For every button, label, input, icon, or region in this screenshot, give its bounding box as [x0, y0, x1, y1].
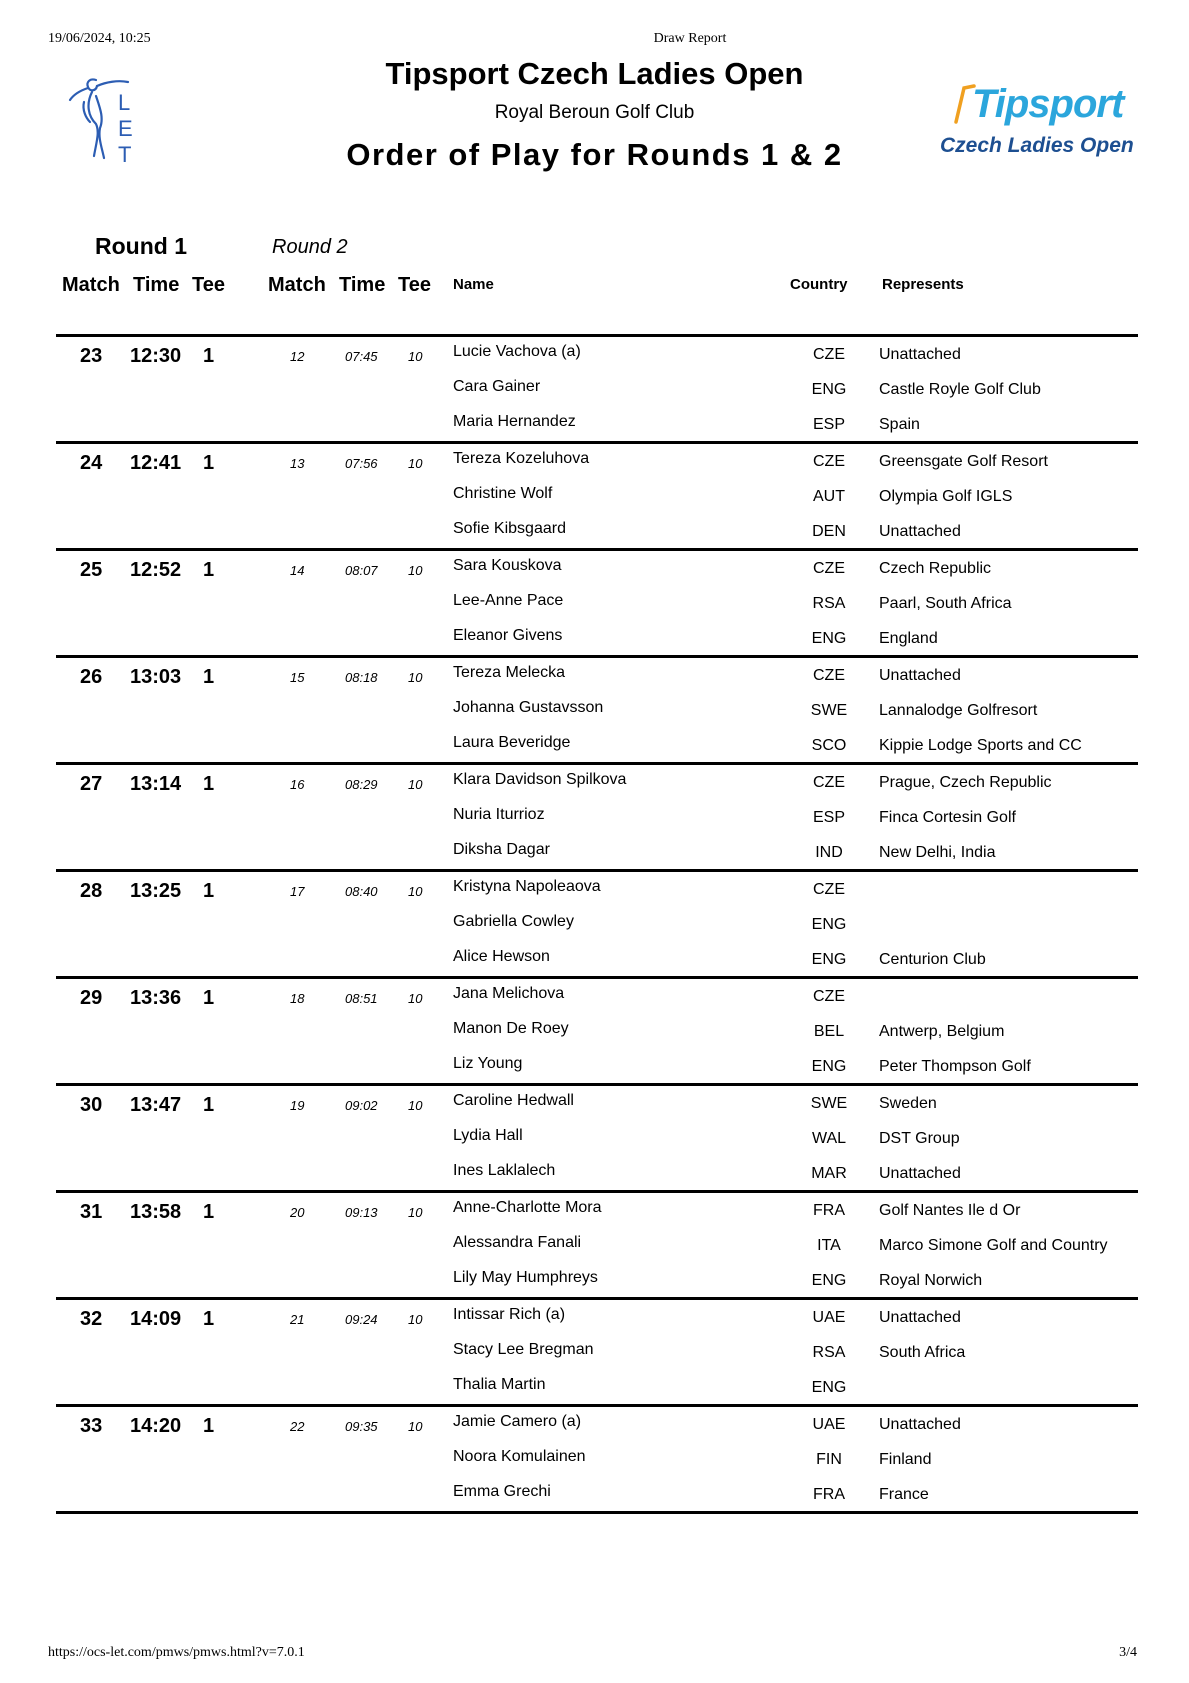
col-r2-tee: Tee: [398, 274, 431, 296]
r1-tee: 1: [203, 1201, 215, 1223]
player-row: [56, 1199, 1138, 1233]
player-name: Jana Melichova: [453, 985, 565, 1002]
player-country: UAE: [812, 1416, 846, 1433]
r2-match-number: 13: [290, 456, 305, 471]
event-heading: Order of Play for Rounds 1 & 2: [346, 137, 843, 172]
r2-match-number: 18: [290, 991, 305, 1006]
print-title: Draw Report: [653, 31, 727, 46]
player-name: Alice Hewson: [453, 948, 550, 965]
player-country: ENG: [811, 916, 847, 933]
r2-tee: 10: [408, 1419, 423, 1434]
player-name: Emma Grechi: [453, 1483, 551, 1500]
player-country: SWE: [810, 702, 848, 719]
player-represents: Unattached: [879, 1165, 961, 1182]
player-name: Alessandra Fanali: [453, 1234, 582, 1251]
player-name: Sara Kouskova: [453, 557, 562, 574]
player-country: ENG: [811, 1058, 847, 1075]
col-r1-tee: Tee: [192, 274, 225, 296]
player-name: Lily May Humphreys: [453, 1269, 598, 1286]
player-represents: Czech Republic: [879, 560, 992, 577]
player-represents: Castle Royle Golf Club: [879, 381, 1041, 398]
player-country: ESP: [812, 416, 845, 433]
player-country: CZE: [813, 774, 845, 791]
player-country: CZE: [813, 560, 845, 577]
player-name: Stacy Lee Bregman: [453, 1341, 594, 1358]
round2-label: Round 2: [272, 236, 348, 258]
player-country: WAL: [811, 1130, 847, 1147]
player-name: Nuria Iturrioz: [453, 806, 545, 823]
player-name: Tereza Kozeluhova: [453, 450, 590, 467]
player-name: Intissar Rich (a): [453, 1306, 566, 1323]
player-name: Lydia Hall: [453, 1127, 523, 1144]
player-row: [56, 1448, 1138, 1482]
player-represents: Olympia Golf IGLS: [879, 488, 1013, 505]
player-country: CZE: [813, 346, 845, 363]
r1-tee: 1: [203, 1415, 215, 1437]
player-represents: France: [879, 1486, 929, 1503]
player-name: Lee-Anne Pace: [453, 592, 564, 609]
player-name: Lucie Vachova (a): [453, 343, 581, 360]
col-r2-time: Time: [339, 274, 386, 296]
player-name: Cara Gainer: [453, 378, 541, 395]
player-represents: Unattached: [879, 1309, 961, 1326]
player-country: ITA: [817, 1237, 841, 1254]
player-row: [56, 557, 1138, 591]
r2-match-number: 14: [290, 563, 305, 578]
player-row: [56, 878, 1138, 912]
player-name: Ines Laklalech: [453, 1162, 556, 1179]
player-country: MAR: [811, 1165, 847, 1182]
event-venue: Royal Beroun Golf Club: [494, 102, 695, 123]
col-country: Country: [790, 276, 848, 293]
player-country: ENG: [811, 381, 847, 398]
r2-tee: 10: [408, 670, 423, 685]
player-row: [56, 806, 1138, 840]
player-represents: Unattached: [879, 667, 961, 684]
player-represents: Greensgate Golf Resort: [879, 453, 1048, 470]
player-country: SCO: [811, 737, 847, 754]
draw-table: [56, 334, 1138, 1514]
r2-tee-time: 09:35: [345, 1419, 378, 1434]
player-row: [56, 664, 1138, 698]
r1-tee: 1: [203, 1094, 215, 1116]
player-country: UAE: [812, 1309, 846, 1326]
r2-match-number: 16: [290, 777, 305, 792]
player-country: DEN: [812, 523, 846, 540]
r2-match-number: 20: [290, 1205, 305, 1220]
r1-tee-time: 14:09: [130, 1308, 182, 1330]
tipsport-logo: [940, 80, 1140, 170]
r1-match-number: 23: [80, 345, 103, 367]
player-name: Liz Young: [453, 1055, 523, 1072]
r1-tee-time: 12:41: [130, 452, 182, 474]
let-letter-t: T: [118, 142, 132, 167]
tee-group: [56, 548, 1138, 655]
r1-match-number: 24: [80, 452, 103, 474]
col-r2-match: Match: [268, 274, 326, 296]
r1-tee: 1: [203, 987, 215, 1009]
player-name: Kristyna Napoleaova: [453, 878, 601, 895]
r2-tee: 10: [408, 456, 423, 471]
r2-match-number: 17: [290, 884, 305, 899]
player-name: Anne-Charlotte Mora: [453, 1199, 602, 1216]
r1-tee-time: 13:03: [130, 666, 182, 688]
tee-group: [56, 1297, 1138, 1404]
col-r1-match: Match: [62, 274, 120, 296]
player-represents: Lannalodge Golfresort: [879, 702, 1038, 719]
r2-match-number: 19: [290, 1098, 305, 1113]
r1-match-number: 27: [80, 773, 103, 795]
player-name: Manon De Roey: [453, 1020, 569, 1037]
player-country: CZE: [813, 988, 845, 1005]
r1-tee-time: 13:14: [130, 773, 182, 795]
player-country: SWE: [810, 1095, 848, 1112]
player-name: Gabriella Cowley: [453, 913, 574, 930]
player-represents: Royal Norwich: [879, 1272, 983, 1289]
tipsport-wordmark: Tipsport: [972, 82, 1124, 126]
r1-match-number: 29: [80, 987, 103, 1009]
r1-tee-time: 13:58: [130, 1201, 182, 1223]
r2-tee-time: 08:29: [345, 777, 378, 792]
player-name: Jamie Camero (a): [453, 1413, 582, 1430]
r1-match-number: 33: [80, 1415, 103, 1437]
player-row: [56, 699, 1138, 733]
player-country: FRA: [813, 1486, 845, 1503]
player-name: Noora Komulainen: [453, 1448, 586, 1465]
player-name: Christine Wolf: [453, 485, 553, 502]
r1-tee: 1: [203, 452, 215, 474]
tee-group: [56, 334, 1138, 441]
player-name: Diksha Dagar: [453, 841, 550, 858]
player-row: [56, 1092, 1138, 1126]
player-represents: New Delhi, India: [879, 844, 996, 861]
player-row: [56, 485, 1138, 519]
player-row: [56, 1413, 1138, 1447]
r2-tee: 10: [408, 349, 423, 364]
r2-tee: 10: [408, 1205, 423, 1220]
r1-match-number: 28: [80, 880, 103, 902]
player-name: Caroline Hedwall: [453, 1092, 574, 1109]
print-url: https://ocs-let.com/pmws/pmws.html?v=7.0.1: [48, 1645, 305, 1660]
player-represents: Sweden: [879, 1095, 937, 1112]
player-represents: Golf Nantes Ile d Or: [879, 1202, 1021, 1219]
r1-match-number: 31: [80, 1201, 103, 1223]
tee-group: [56, 869, 1138, 976]
event-title: Tipsport Czech Ladies Open: [385, 56, 804, 91]
tee-group: [56, 976, 1138, 1083]
col-r1-time: Time: [133, 274, 180, 296]
player-row: [56, 913, 1138, 947]
r1-tee: 1: [203, 880, 215, 902]
r1-tee: 1: [203, 666, 215, 688]
player-country: FIN: [816, 1451, 842, 1468]
player-country: ENG: [811, 630, 847, 647]
tee-group: [56, 1404, 1138, 1514]
player-country: CZE: [813, 667, 845, 684]
player-row: [56, 1306, 1138, 1340]
player-country: CZE: [813, 881, 845, 898]
r2-tee-time: 07:45: [345, 349, 378, 364]
player-country: ESP: [812, 809, 845, 826]
r2-tee-time: 09:13: [345, 1205, 378, 1220]
r1-tee: 1: [203, 345, 215, 367]
player-name: Tereza Melecka: [453, 664, 566, 681]
r2-match-number: 22: [290, 1419, 305, 1434]
tee-group: [56, 762, 1138, 869]
player-row: [56, 771, 1138, 805]
r1-tee-time: 14:20: [130, 1415, 182, 1437]
r1-tee: 1: [203, 1308, 215, 1330]
player-represents: Prague, Czech Republic: [879, 774, 1052, 791]
r2-tee: 10: [408, 884, 423, 899]
r1-tee: 1: [203, 773, 215, 795]
r1-match-number: 32: [80, 1308, 103, 1330]
r2-match-number: 15: [290, 670, 305, 685]
player-row: [56, 1234, 1138, 1268]
r2-tee: 10: [408, 991, 423, 1006]
player-represents: England: [879, 630, 938, 647]
player-name: Maria Hernandez: [453, 413, 576, 430]
r1-tee-time: 13:36: [130, 987, 182, 1009]
print-date: 19/06/2024, 10:25: [48, 31, 151, 46]
tipsport-subtitle: Czech Ladies Open: [940, 134, 1134, 157]
player-row: [56, 378, 1138, 412]
round1-label: Round 1: [95, 233, 187, 259]
r1-tee-time: 12:30: [130, 345, 182, 367]
player-row: [56, 450, 1138, 484]
player-represents: Finca Cortesin Golf: [879, 809, 1016, 826]
r2-tee: 10: [408, 1098, 423, 1113]
player-country: RSA: [812, 1344, 846, 1361]
player-country: RSA: [812, 595, 846, 612]
r1-match-number: 30: [80, 1094, 103, 1116]
print-page-number: 3/4: [1119, 1645, 1137, 1660]
r1-match-number: 25: [80, 559, 103, 581]
r2-tee-time: 08:51: [345, 991, 378, 1006]
let-letter-l: L: [118, 90, 131, 115]
player-represents: South Africa: [879, 1344, 966, 1361]
r1-match-number: 26: [80, 666, 103, 688]
r2-tee-time: 08:18: [345, 670, 378, 685]
player-name: Thalia Martin: [453, 1376, 546, 1393]
player-name: Klara Davidson Spilkova: [453, 771, 627, 788]
r2-match-number: 12: [290, 349, 305, 364]
r2-match-number: 21: [290, 1312, 305, 1327]
player-country: CZE: [813, 453, 845, 470]
player-represents: Finland: [879, 1451, 932, 1468]
let-letter-e: E: [118, 116, 133, 141]
r2-tee: 10: [408, 1312, 423, 1327]
player-represents: Kippie Lodge Sports and CC: [879, 737, 1082, 754]
player-country: ENG: [811, 1379, 847, 1396]
player-row: [56, 343, 1138, 377]
col-represents: Represents: [882, 276, 964, 293]
player-name: Laura Beveridge: [453, 734, 571, 751]
player-row: [56, 592, 1138, 626]
player-country: FRA: [813, 1202, 845, 1219]
player-country: ENG: [811, 1272, 847, 1289]
player-name: Sofie Kibsgaard: [453, 520, 566, 537]
r1-tee: 1: [203, 559, 215, 581]
r2-tee-time: 09:02: [345, 1098, 378, 1113]
player-name: Johanna Gustavsson: [453, 699, 604, 716]
tee-group: [56, 1190, 1138, 1297]
r2-tee-time: 08:07: [345, 563, 378, 578]
player-row: [56, 1341, 1138, 1375]
player-country: ENG: [811, 951, 847, 968]
r2-tee: 10: [408, 777, 423, 792]
col-name: Name: [453, 276, 494, 293]
player-represents: Spain: [879, 416, 920, 433]
player-represents: Antwerp, Belgium: [879, 1023, 1005, 1040]
r1-tee-time: 13:25: [130, 880, 182, 902]
r2-tee-time: 08:40: [345, 884, 378, 899]
player-represents: Paarl, South Africa: [879, 595, 1012, 612]
player-represents: Peter Thompson Golf: [879, 1058, 1031, 1075]
r2-tee: 10: [408, 563, 423, 578]
tee-group: [56, 1083, 1138, 1190]
tee-group: [56, 655, 1138, 762]
player-row: [56, 1020, 1138, 1054]
player-row: [56, 985, 1138, 1019]
player-represents: Unattached: [879, 523, 961, 540]
player-country: BEL: [813, 1023, 845, 1040]
player-represents: Marco Simone Golf and Country: [879, 1237, 1108, 1254]
tee-group: [56, 441, 1138, 548]
r1-tee-time: 13:47: [130, 1094, 182, 1116]
player-country: AUT: [813, 488, 845, 505]
player-represents: Unattached: [879, 346, 961, 363]
player-represents: Unattached: [879, 1416, 961, 1433]
player-country: IND: [815, 844, 843, 861]
r2-tee-time: 09:24: [345, 1312, 378, 1327]
player-row: [56, 1483, 1138, 1517]
player-represents: DST Group: [879, 1130, 960, 1147]
player-row: [56, 1127, 1138, 1161]
r1-tee-time: 12:52: [130, 559, 182, 581]
player-name: Eleanor Givens: [453, 627, 563, 644]
player-represents: Centurion Club: [879, 951, 986, 968]
r2-tee-time: 07:56: [345, 456, 378, 471]
